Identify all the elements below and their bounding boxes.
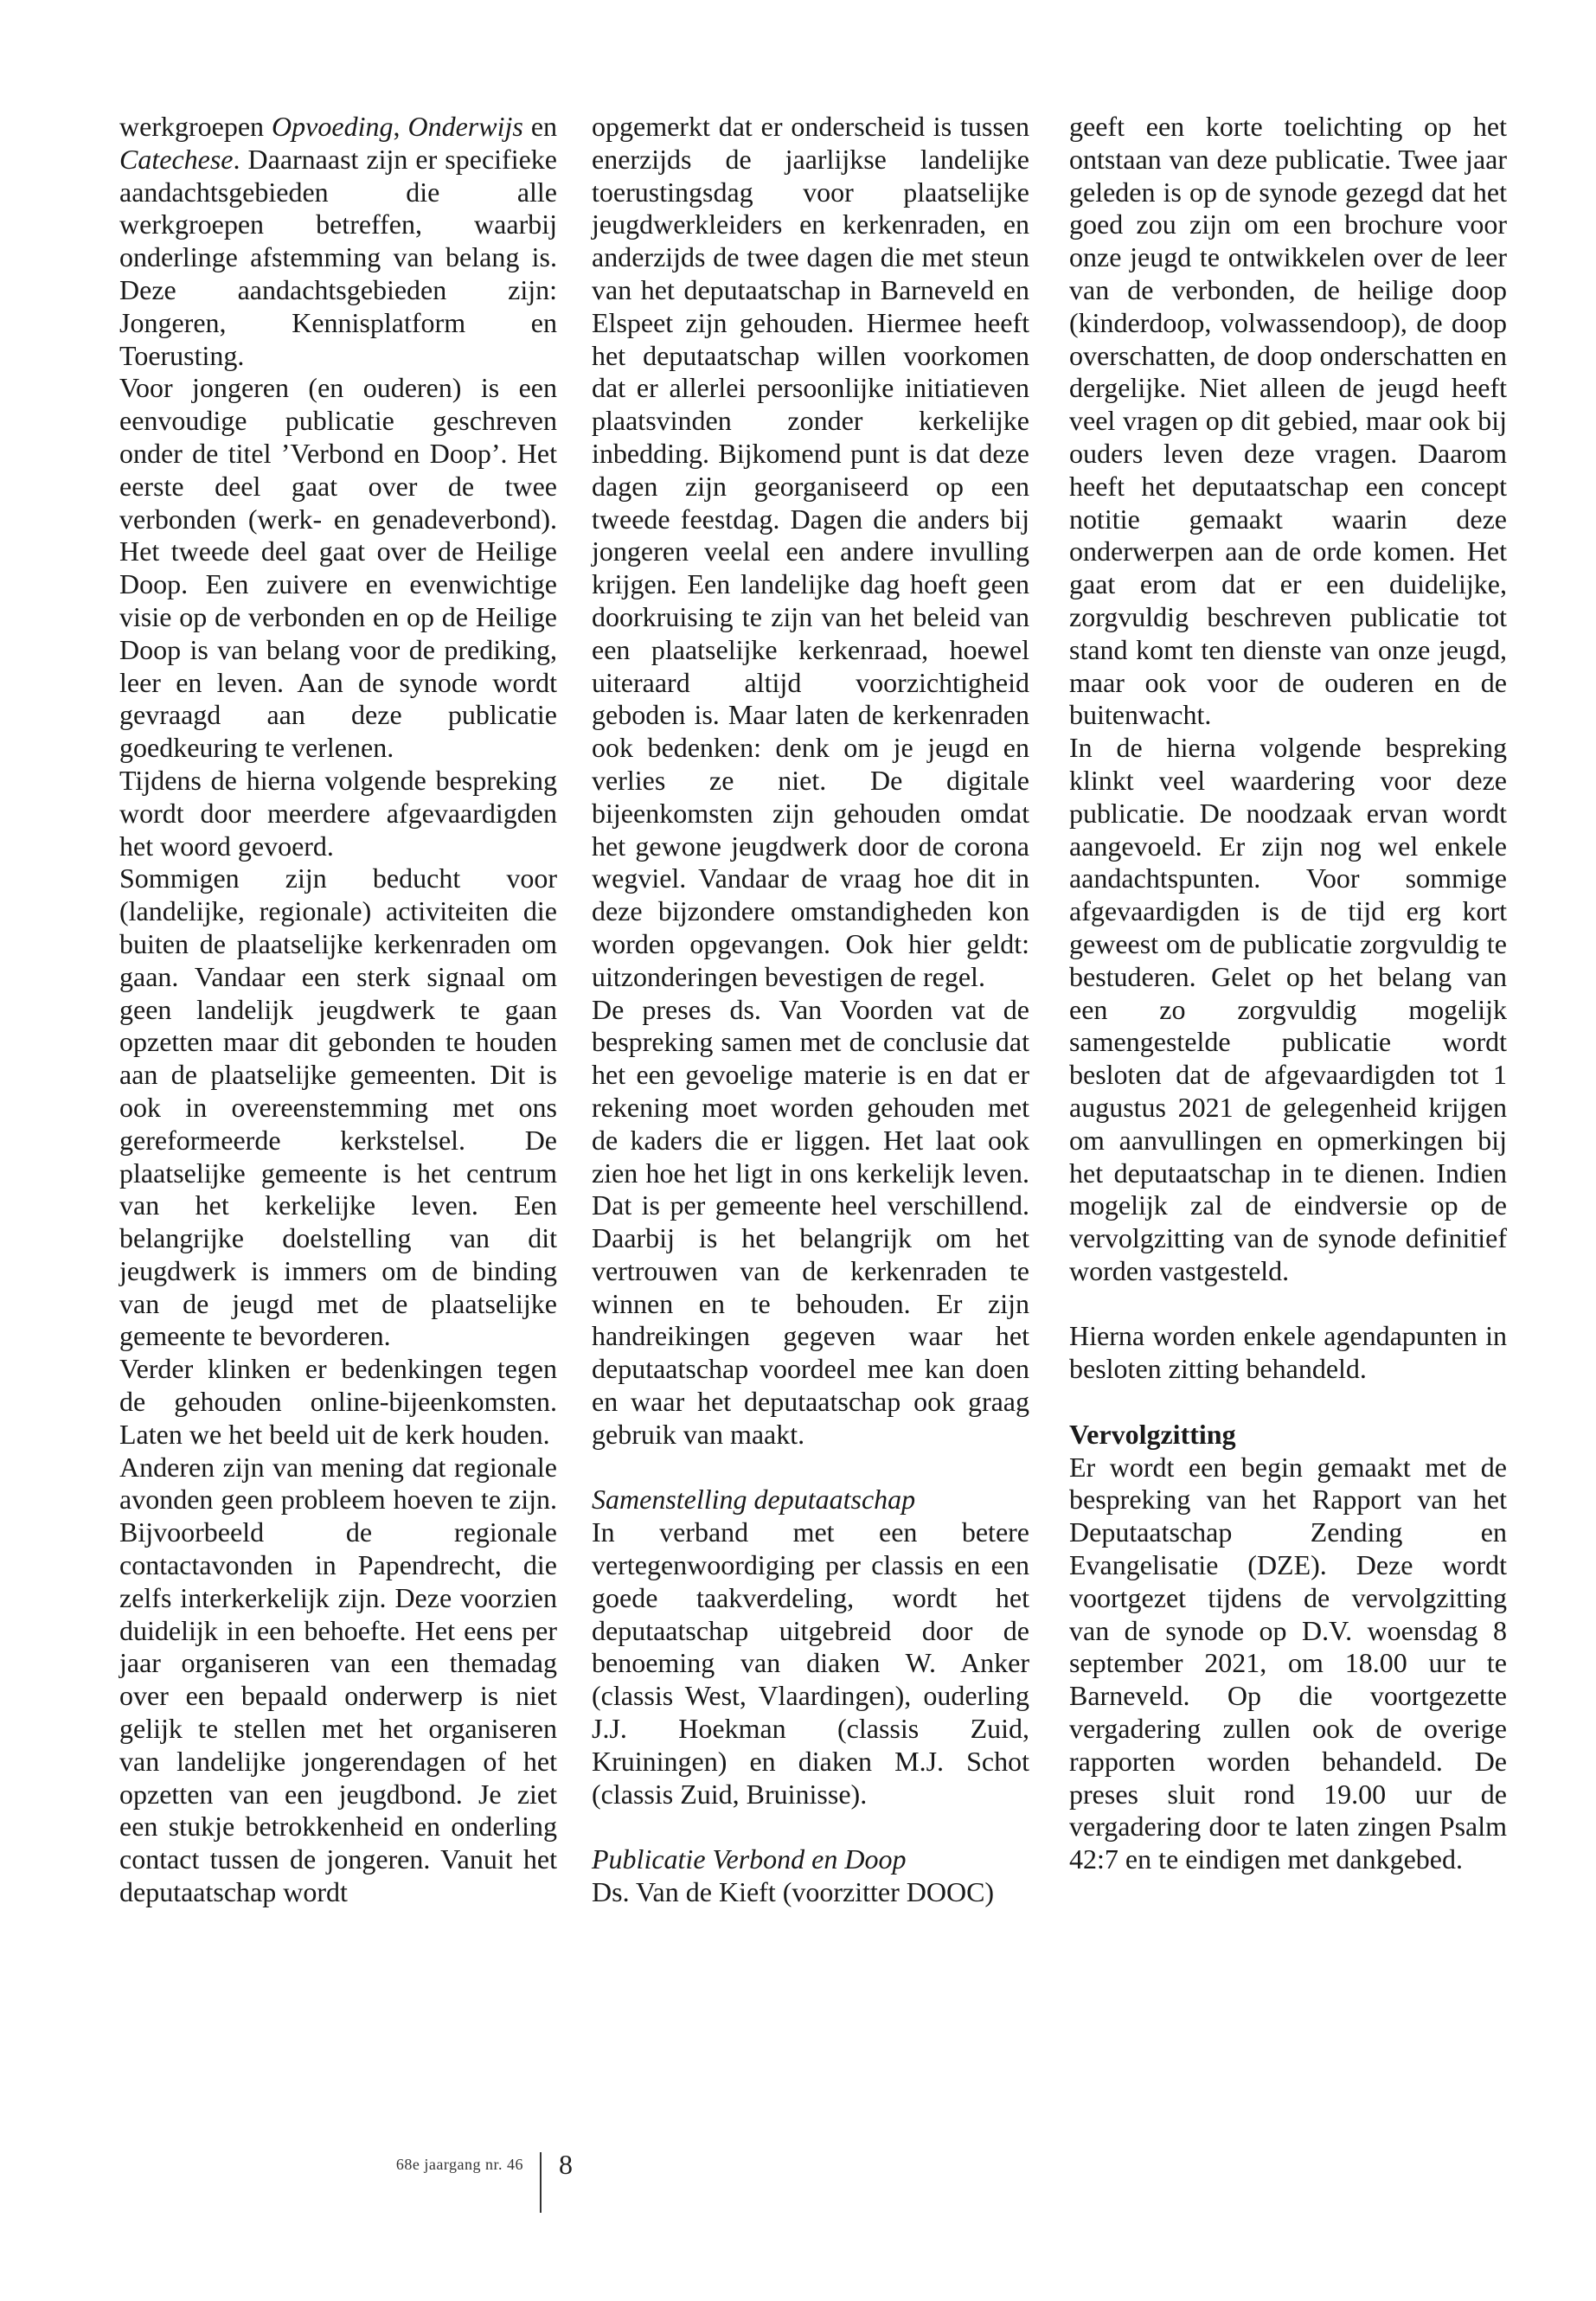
paragraph: Sommigen zijn beducht voor (landelijke, regionale) activiteiten die buiten de plaatselijke kerkenraden om gaan. Vandaar een sterk signaal om geen landelijk jeugdwerk te gaan opzetten maar dit gebonden te houden aan de plaatselijke gemeenten. Dit is ook in overeenstemming met ons gereformeerde kerkstelsel. De plaatselijke gemeente is het centrum van het kerkelijke leven. Een belangrijke doelstelling van dit jeugdwerk is immers om de binding van de jeugd met de plaatselijke gemeente te bevorderen. [119,862,557,1352]
emphasis-onderwijs: Onderwijs [407,111,523,142]
section-heading-samenstelling: Samenstelling deputaatschap [592,1484,916,1516]
emphasis-opvoeding: Opvoeding [272,111,394,142]
page-number: 8 [559,2149,573,2180]
paragraph: geeft een korte toelichting op het ontstaan van deze publicatie. Twee jaar geleden is op de synode gezegd dat het goed zou zijn om een brochure voor onze jeugd te ontwikkelen over de leer van de verbonden, de heilige doop (kinderdoop, volwassendoop), de doop overschatten, de doop onderschatten en dergelijke. Niet alleen de jeugd heeft veel vragen op dit gebied, maar ook bij ouders leven deze vragen. Daarom heeft het deputaatschap een concept notitie gemaakt waarin deze onderwerpen aan de orde komen. Het gaat erom dat er een duidelijke, zorgvuldig beschreven publicatie tot stand komt ten dienste van onze jeugd, maar ook voor de ouderen en de buitenwacht. [1069,111,1507,731]
paragraph: Er wordt een begin gemaakt met de bespreking van het Rapport van het Deputaatschap Zending en Evangelisatie (DZE). Deze wordt voortgezet tijdens de vervolgzitting van de synode op D.V. woensdag 8 september 2021, om 18.00 uur te Barneveld. Op die voortgezette vergadering zullen ook de overige rapporten worden behandeld. De preses sluit rond 19.00 uur de vergadering door te laten zingen Psalm 42:7 en te eindigen met dankgebed. [1069,1451,1507,1875]
paragraph: Ds. Van de Kieft (voorzitter DOOC) [592,1876,995,1908]
issue-label: 68e jaargang nr. 46 [395,2156,523,2173]
column-left [119,111,557,1909]
paragraph: In verband met een betere vertegenwoordiging per classis en een goede taakverdeling, wordt het deputaatschap uitgebreid door de benoeming van diaken W. Anker (classis West, Vlaardingen), ouderling J.J. Hoekman (classis Zuid, Kruiningen) en diaken M.J. Schot (classis Zuid, Bruinisse). [592,1516,1029,1810]
page-footer [0,2149,1596,2234]
column-middle [592,111,1029,1909]
paragraph: Voor jongeren (en ouderen) is een eenvoudige publicatie geschreven onder de titel ’Verbond en Doop’. Het eerste deel gaat over de twee verbonden (werk- en genadeverbond). Het tweede deel gaat over de Heilige Doop. Een zuivere en evenwichtige visie op de verbonden en op de Heilige Doop is van belang voor de prediking, leer en leven. Aan de synode wordt gevraagd aan deze publicatie goedkeuring te verlenen. [119,372,557,764]
paragraph: werkgroepen Opvoeding, Onderwijs en Catechese. Daarnaast zijn er specifieke aandachtsgebieden die alle werkgroepen betreffen, waarbij onderlinge afstemming van belang is. Deze aandachtsgebieden zijn: Jongeren, Kennisplatform en Toerusting. [119,111,558,371]
column-right [1069,111,1507,1876]
footer-divider [540,2152,542,2213]
paragraph: Hierna worden enkele agendapunten in besloten zitting behandeld. [1069,1320,1507,1385]
paragraph: Anderen zijn van mening dat regionale avonden geen probleem hoeven te zijn. Bijvoorbeeld de regionale contactavonden in Papendrecht, die zelfs interkerkelijk zijn. Deze voorzien duidelijk in een behoefte. Het eens per jaar organiseren van een themadag over een bepaald onderwerp is niet gelijk te stellen met het organiseren van landelijke jongerendagen of het opzetten van een jeugdbond. Je ziet een stukje betrokkenheid en onderling contact tussen de jongeren. Vanuit het deputaatschap wordt [119,1451,557,1908]
paragraph: Verder klinken er bedenkingen tegen de gehouden online-bijeenkomsten. Laten we het beeld uit de kerk houden. [119,1353,557,1450]
paragraph: De preses ds. Van Voorden vat de bespreking samen met de conclusie dat het een gevoelige materie is en dat er rekening moet worden gehouden met de kaders die er liggen. Het laat ook zien hoe het ligt in ons kerkelijk leven. Dat is per gemeente heel verschillend. Daarbij is het belangrijk om het vertrouwen van de kerkenraden te winnen en te behouden. Er zijn handreikingen gegeven waar het deputaatschap voordeel mee kan doen en waar het deputaatschap ook graag gebruik van maakt. [592,993,1029,1450]
emphasis-catechese: Catechese [119,143,234,175]
section-heading-publicatie: Publicatie Verbond en Doop [592,1843,907,1875]
paragraph: opgemerkt dat er onderscheid is tussen enerzijds de jaarlijkse landelijke toerustingsdag voor plaatselijke jeugdwerkleiders en kerkenraden, en anderzijds de twee dagen die met steun van het deputaatschap in Barneveld en Elspeet zijn gehouden. Hiermee heeft het deputaatschap willen voorkomen dat er allerlei persoonlijke initiatieven plaatsvinden zonder kerkelijke inbedding. Bijkomend punt is dat deze dagen zijn georganiseerd op een tweede feestdag. Dagen die anders bij jongeren veelal een andere invulling krijgen. Een landelijke dag hoeft geen doorkruising te zijn van het beleid van een plaatselijke kerkenraad, hoewel uiteraard altijd voorzichtigheid geboden is. Maar laten de kerkenraden ook bedenken: denk om je jeugd en verlies ze niet. De digitale bijeenkomsten zijn gehouden omdat het gewone jeugdwerk door de corona wegviel. Vandaar de vraag hoe dit in deze bijzondere omstandigheden kon worden opgevangen. Ook hier geldt: uitzonderingen bevestigen de regel. [592,111,1029,992]
paragraph: Tijdens de hierna volgende bespreking wordt door meerdere afgevaardigden het woord gevoerd. [119,764,557,862]
paragraph: In de hierna volgende bespreking klinkt veel waardering voor deze publicatie. De noodzaak ervan wordt aangevoeld. Er zijn nog wel enkele aandachtspunten. Voor sommige afgevaardigden is de tijd erg kort geweest om de publicatie zorgvuldig te bestuderen. Gelet op het belang van een zo zorgvuldig mogelijk samengestelde publicatie wordt besloten dat de afgevaardigden tot 1 augustus 2021 de gelegenheid krijgen om aanvullingen en opmerkingen bij het deputaatschap in te dienen. Indien mogelijk zal de eindversie op de vervolgzitting van de synode definitief worden vastgesteld. [1069,732,1507,1286]
section-heading-vervolgzitting: Vervolgzitting [1069,1418,1236,1450]
